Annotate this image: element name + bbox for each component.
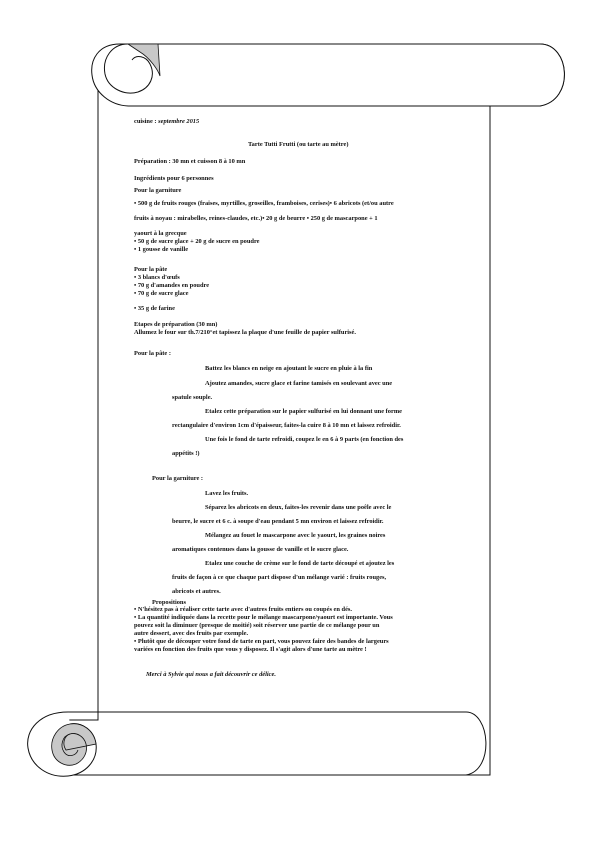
garniture-step: fruits de façon à ce que chaque part dispose d'un mélange varié : fruits rouges, (172, 574, 387, 581)
header-date: septembre 2015 (158, 118, 200, 125)
garniture-step: beurre, le sucre et 6 c. à soupe d'eau pendant 5 mn environ et laissez refroidir. (172, 518, 384, 525)
garniture-step: Mélangez au fouet le mascarpone avec le yaourt, les graines noires (205, 532, 386, 539)
pate-step: appétits !) (172, 450, 200, 457)
pate-item: • 35 g de farine (134, 305, 175, 312)
header-prefix: cuisine : (134, 118, 159, 125)
garniture-step: Lavez les fruits. (205, 490, 249, 497)
header-line (134, 118, 199, 126)
thanks-note: Merci à Sylvie qui nous a fait découvrir ce délice. (146, 671, 276, 678)
pate-item: • 70 g d'amandes en poudre (134, 282, 210, 289)
proposition: • La quantité indiquée dans la recette pour le mélange mascarpone/yaourt est importante. Vous (134, 614, 393, 621)
recipe-title: Tarte Tutti Frutti (ou tarte au mètre) (248, 141, 349, 148)
proposition: • Plutôt que de découper votre fond de tarte en part, vous pouvez faire des bandes de largeurs (134, 638, 389, 645)
pate-item: • 3 blancs d'œufs (134, 274, 180, 281)
pate-step: Une fois le fond de tarte refroidi, coupez le en 6 à 9 parts (en fonction des (205, 436, 404, 443)
garniture-step: Séparez les abricots en deux, faites-les revenir dans une poêle avec le (205, 504, 392, 511)
garniture-line: • 1 gousse de vanille (134, 246, 189, 253)
garniture-line: fruits à noyau : mirabelles, reines-claudes, etc.)• 20 g de beurre • 250 g de mascarpone + 1 (134, 215, 378, 222)
pate-step: rectangulaire d'environ 1cm d'épaisseur, faites-la cuire 8 à 10 mn et laissez refroidir. (172, 422, 401, 429)
garniture-section-heading: Pour la garniture : (152, 475, 204, 482)
proposition: variées en fonction des fruits que vous y disposez. Il s'agit alors d'une tarte au mètre ! (134, 646, 367, 653)
garniture-step: aromatiques contenues dans la gousse de vanille et le sucre glace. (172, 546, 349, 553)
proposition: autre dessert, avec des fruits par exemple. (134, 630, 249, 637)
servings: Ingrédients pour 6 personnes (134, 175, 214, 182)
garniture-line: • 500 g de fruits rouges (fraises, myrtilles, groseilles, framboises, cerises)• 6 abricots (et/ou autre (134, 200, 394, 207)
etapes-oven: Allumez le four sur th.7/210°et tapissez la plaque d'une feuille de papier sulfurisé. (134, 329, 356, 336)
pate-step: Etalez cette préparation sur le papier sulfurisé en lui donnant une forme (205, 408, 402, 415)
pate-heading: Pour la pâte (134, 266, 168, 273)
garniture-step: abricots et autres. (172, 588, 221, 595)
pate-section-heading: Pour la pâte : (134, 350, 171, 357)
garniture-line: yaourt à la grecque (134, 230, 187, 237)
pate-step: Battez les blancs en neige en ajoutant le sucre en pluie à la fin (205, 365, 373, 372)
proposition: pouvez soit la diminuer (presque de moitié) soit réserver une partie de ce mélange pour un (134, 622, 380, 629)
pate-step: spatule souple. (172, 394, 213, 401)
proposition: • N'hésitez pas à réaliser cette tarte avec d'autres fruits entiers ou coupés en dés. (134, 606, 352, 613)
etapes-heading: Etapes de préparation (30 mn) (134, 321, 218, 328)
pate-step: Ajoutez amandes, sucre glace et farine tamisés en soulevant avec une (205, 380, 393, 387)
garniture-heading: Pour la garniture (134, 187, 182, 194)
garniture-line: • 50 g de sucre glace + 20 g de sucre en poudre (134, 238, 260, 245)
propositions-heading: Propositions (152, 599, 186, 606)
garniture-step: Etalez une couche de crème sur le fond de tarte découpé et ajoutez les (205, 560, 395, 567)
pate-item: • 70 g de sucre glace (134, 290, 189, 297)
prep-time: Préparation : 30 mn et cuisson 8 à 10 mn (134, 158, 246, 165)
